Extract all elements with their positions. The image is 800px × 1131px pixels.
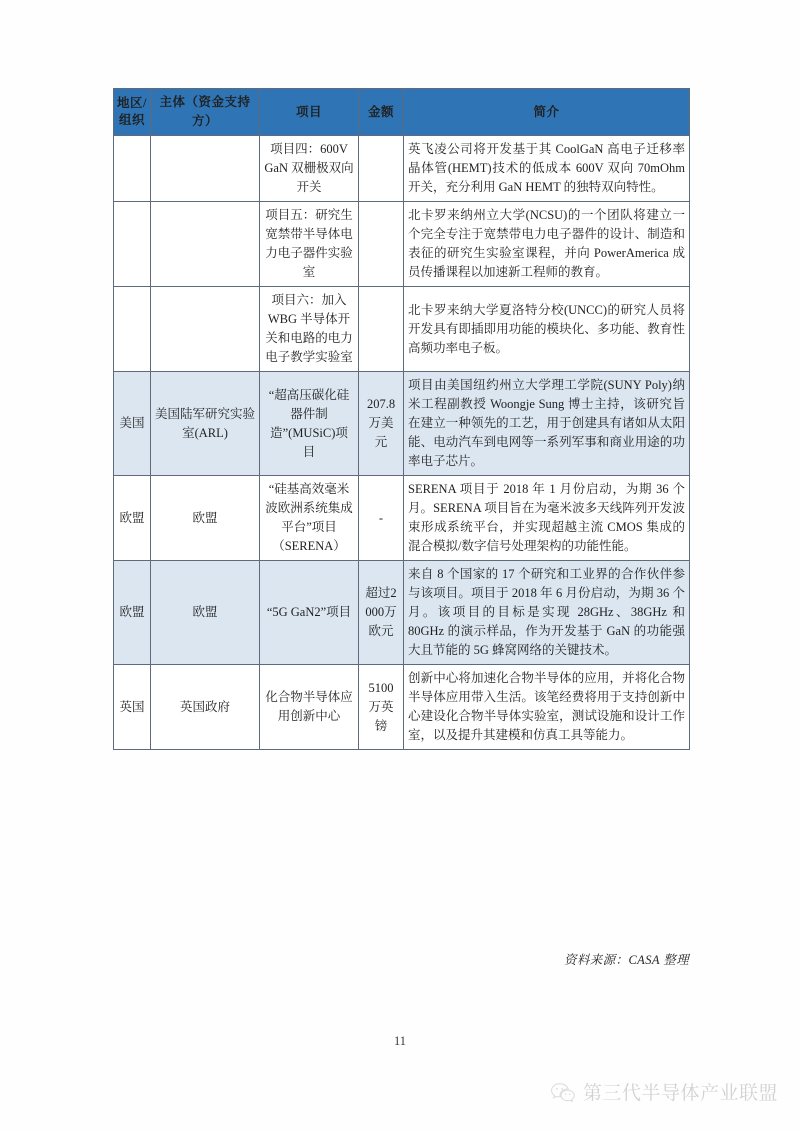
funding-projects-table-wrapper: [113, 88, 689, 750]
watermark-text: 第三代半导体产业联盟: [582, 1083, 778, 1104]
cell-region: [114, 287, 151, 372]
cell-region: [114, 202, 151, 287]
cell-project: 项目四：600V GaN 双栅极双向开关: [260, 136, 359, 202]
column-header-project: 项目: [260, 89, 359, 136]
cell-region: 欧盟: [114, 561, 151, 665]
cell-description: 北卡罗来纳大学夏洛特分校(UNCC)的研究人员将开发具有即插即用功能的模块化、多功能、教育性高频功率电子板。: [404, 287, 690, 372]
cell-project: 化合物半导体应用创新中心: [260, 665, 359, 750]
table-row: [114, 287, 690, 372]
column-header-amount: 金额: [359, 89, 404, 136]
cell-entity: 英国政府: [151, 665, 260, 750]
column-header-entity: 主体（资金支持方）: [151, 89, 260, 136]
cell-entity: 美国陆军研究实验室(ARL): [151, 372, 260, 476]
table-row: [114, 372, 690, 476]
cell-amount: [359, 136, 404, 202]
cell-entity: [151, 136, 260, 202]
cell-amount: 207.8万美元: [359, 372, 404, 476]
cell-project: 项目五：研究生宽禁带半导体电力电子器件实验室: [260, 202, 359, 287]
funding-projects-table: [113, 88, 690, 750]
cell-region: 美国: [114, 372, 151, 476]
watermark: [550, 1078, 778, 1105]
cell-entity: 欧盟: [151, 561, 260, 665]
source-note: 资料来源：CASA 整理: [563, 953, 689, 967]
cell-project: “5G GaN2”项目: [260, 561, 359, 665]
page-number: 11: [393, 1034, 407, 1048]
cell-description: 项目由美国纽约州立大学理工学院(SUNY Poly)纳米工程副教授 Woongje Sung 博士主持，该研究旨在建立一种领先的工艺，用于创建具有诸如从太阳能、电动汽车到电网等一系列军事和商业用途的功率电子芯片。: [404, 372, 690, 476]
cell-amount: 5100万英镑: [359, 665, 404, 750]
cell-region: 欧盟: [114, 476, 151, 561]
cell-entity: [151, 287, 260, 372]
cell-amount: [359, 202, 404, 287]
cell-region: 英国: [114, 665, 151, 750]
cell-description: 北卡罗来纳州立大学(NCSU)的一个团队将建立一个完全专注于宽禁带电力电子器件的设计、制造和表征的研究生实验室课程，并向 PowerAmerica 成员传播课程以加速新工程师的教育。: [404, 202, 690, 287]
table-row: [114, 202, 690, 287]
column-header-region: 地区/组织: [114, 89, 151, 136]
cell-description: SERENA 项目于 2018 年 1 月份启动，为期 36 个月。SERENA 项目旨在为毫米波多天线阵列开发波束形成系统平台，并实现超越主流 CMOS 集成的混合模拟/数字信号处理架构的功能性能。: [404, 476, 690, 561]
table-row: [114, 561, 690, 665]
column-header-description: 简介: [404, 89, 690, 136]
cell-entity: [151, 202, 260, 287]
cell-description: 来自 8 个国家的 17 个研究和工业界的合作伙伴参与该项目。项目于 2018 年 6 月份启动，为期 36 个月。该项目的目标是实现 28GHz、38GHz 和 80GHz 的演示样品，作为开发基于 GaN 的功能强大且节能的 5G 蜂窝网络的关键技术。: [404, 561, 690, 665]
table-header-row: [114, 89, 690, 136]
cell-entity: 欧盟: [151, 476, 260, 561]
cell-description: 英飞凌公司将开发基于其 CoolGaN 高电子迁移率晶体管(HEMT)技术的低成本 600V 双向 70mOhm 开关，充分利用 GaN HEMT 的独特双向特性。: [404, 136, 690, 202]
cell-project: “硅基高效毫米波欧洲系统集成平台”项目（SERENA）: [260, 476, 359, 561]
cell-region: [114, 136, 151, 202]
table-row: [114, 136, 690, 202]
cell-amount: 超过2000万欧元: [359, 561, 404, 665]
table-header: [114, 89, 690, 136]
cell-amount: -: [359, 476, 404, 561]
wechat-icon: [550, 1081, 576, 1103]
table-row: [114, 476, 690, 561]
cell-description: 创新中心将加速化合物半导体的应用，并将化合物半导体应用带入生活。该笔经费将用于支持创新中心建设化合物半导体实验室，测试设施和设计工作室，以及提升其建模和仿真工具等能力。: [404, 665, 690, 750]
cell-amount: [359, 287, 404, 372]
table-row: [114, 665, 690, 750]
cell-project: 项目六：加入 WBG 半导体开关和电路的电力电子教学实验室: [260, 287, 359, 372]
table-body: [114, 136, 690, 750]
cell-project: “超高压碳化硅器件制造”(MUSiC)项目: [260, 372, 359, 476]
